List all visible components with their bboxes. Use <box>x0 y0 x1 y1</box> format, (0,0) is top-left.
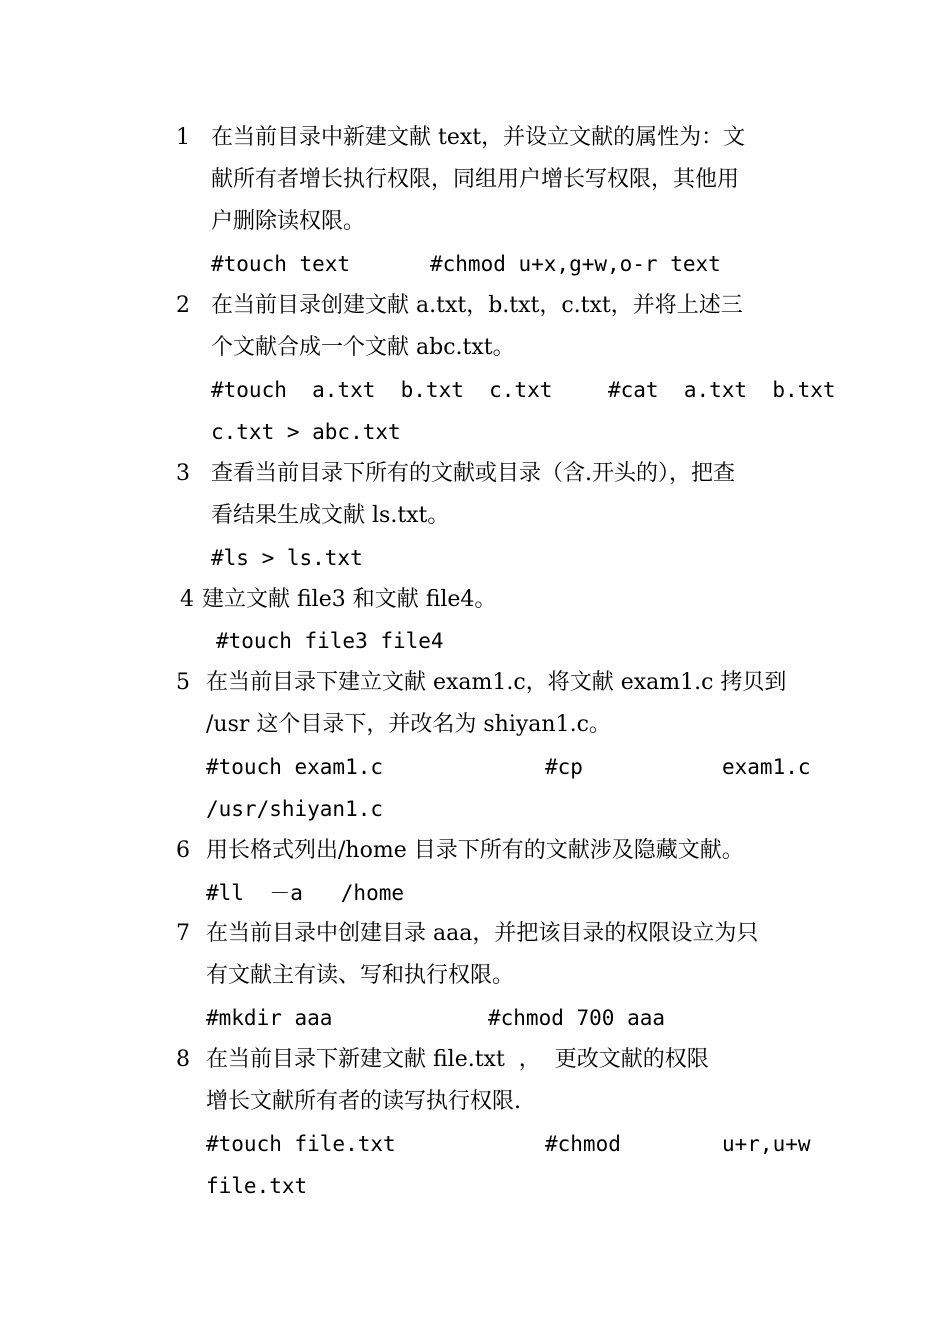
item-2-command-1: #touch a.txt b.txt c.txt <box>211 378 553 402</box>
item-2-question-line-1: 在当前目录创建文献 a.txt，b.txt，c.txt，并将上述三 <box>211 293 743 318</box>
item-5-command-1: #touch exam1.c <box>206 755 384 779</box>
item-2-question-line-2: 个文献合成一个文献 abc.txt。 <box>211 335 515 360</box>
item-7-question-line-1: 在当前目录中创建目录 aaa，并把该目录的权限设立为只 <box>206 921 759 946</box>
item-1-question-line-2: 献所有者增长执行权限，同组用户增长写权限，其他用 <box>211 167 740 192</box>
item-8-question-line-1: 在当前目录下新建文献 file.txt ， 更改文献的权限 <box>206 1047 709 1072</box>
item-8-command-4: file.txt <box>206 1174 308 1198</box>
item-6-number: 6 <box>176 838 190 863</box>
item-4-question-line-1: 建立文献 file3 和文献 file4。 <box>202 587 497 612</box>
item-2-command-2: #cat a.txt b.txt <box>608 378 836 402</box>
item-8-question-line-2: 增长文献所有者的读写执行权限. <box>206 1089 521 1114</box>
item-1-command-1: #touch text <box>211 252 351 276</box>
item-1-command-2: #chmod u+x,g+w,o-r text <box>430 252 721 276</box>
item-6-command-1: #ll －a /home <box>206 881 405 905</box>
item-3-question-line-2: 看结果生成文献 ls.txt。 <box>211 503 450 528</box>
item-8-command-2: #chmod <box>545 1132 621 1156</box>
item-5-command-4: /usr/shiyan1.c <box>206 797 384 821</box>
item-3-command-1: #ls > ls.txt <box>211 546 363 570</box>
item-7-question-line-2: 有文献主有读、写和执行权限。 <box>206 963 515 988</box>
item-8-command-3: u+r,u+w <box>722 1132 811 1156</box>
item-5-question-line-2: /usr 这个目录下，并改名为 shiyan1.c。 <box>206 712 611 737</box>
item-3-number: 3 <box>176 461 190 486</box>
item-1-question-line-1: 在当前目录中新建文献 text，并设立文献的属性为：文 <box>211 125 746 150</box>
item-1-question-line-3: 户删除读权限。 <box>211 209 366 234</box>
item-2-number: 2 <box>176 293 190 318</box>
item-5-number: 5 <box>176 670 190 695</box>
item-7-command-2: #chmod 700 aaa <box>488 1006 666 1030</box>
item-5-command-2: #cp <box>545 755 583 779</box>
item-1-number: 1 <box>176 125 190 150</box>
item-7-command-1: #mkdir aaa <box>206 1006 333 1030</box>
item-5-question-line-1: 在当前目录下建立文献 exam1.c，将文献 exam1.c 拷贝到 <box>206 670 787 695</box>
item-3-question-line-1: 查看当前目录下所有的文献或目录（含.开头的），把查 <box>211 461 735 486</box>
item-4-command-1: #touch file3 file4 <box>216 629 444 653</box>
item-4-number: 4 <box>180 587 194 612</box>
item-8-number: 8 <box>176 1047 190 1072</box>
item-7-number: 7 <box>176 921 190 946</box>
item-2-command-3: c.txt > abc.txt <box>211 420 401 444</box>
item-6-question-line-1: 用长格式列出/home 目录下所有的文献涉及隐藏文献。 <box>206 838 744 863</box>
item-5-command-3: exam1.c <box>722 755 811 779</box>
item-8-command-1: #touch file.txt <box>206 1132 396 1156</box>
